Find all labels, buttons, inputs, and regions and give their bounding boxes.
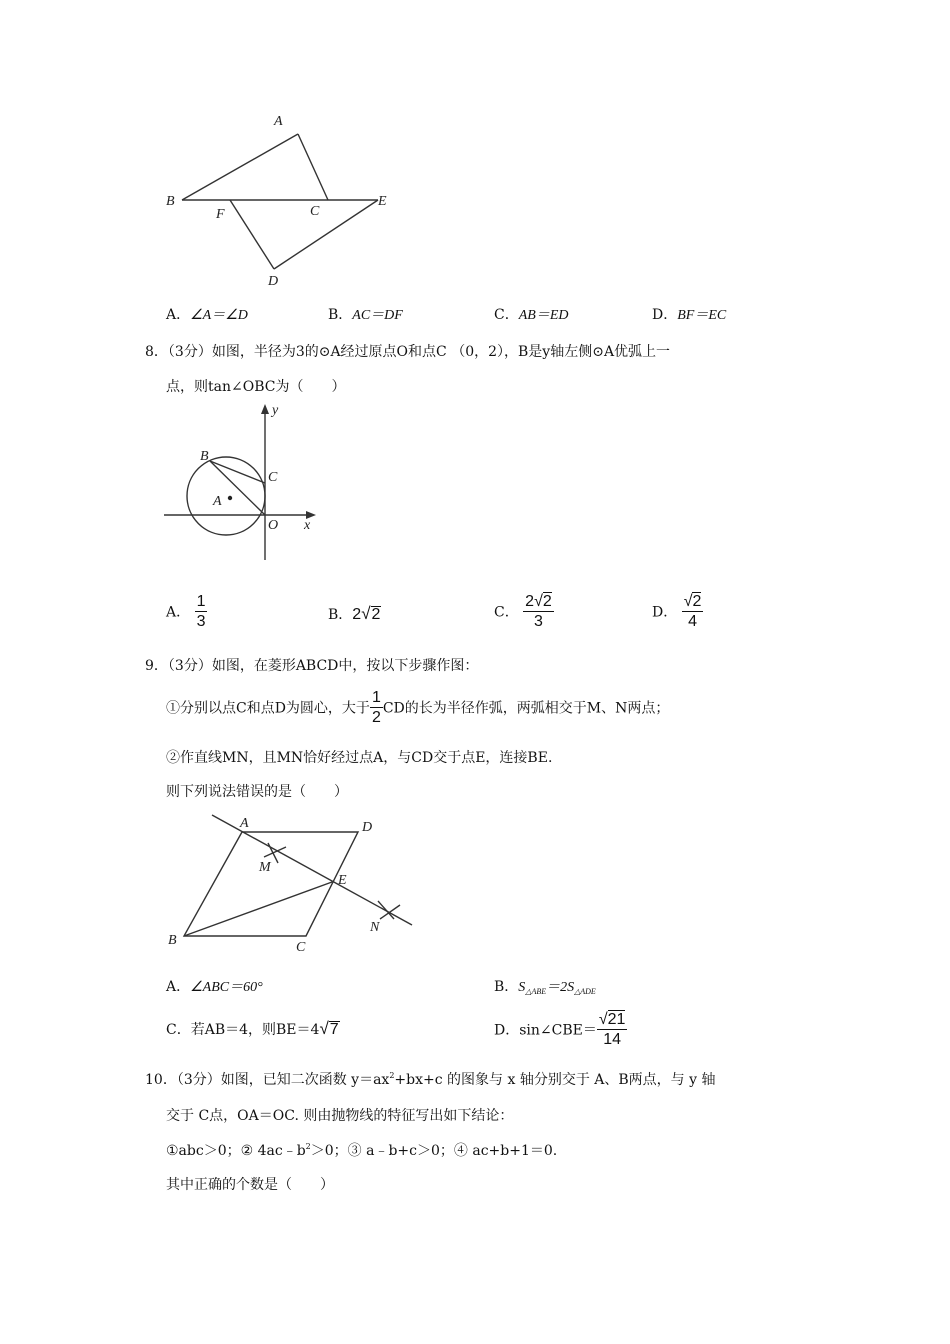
q7-option-a[interactable]	[166, 304, 248, 324]
q8-figure	[160, 398, 330, 566]
q7-label-D: D	[268, 274, 279, 289]
q8-stem-line1: 8．（3分）如图，半径为3的⊙A经过原点O和点C （0，2），B是y轴左侧⊙A优弧上一	[145, 344, 671, 360]
q9-label-N: N	[370, 920, 380, 935]
q9-label-M: M	[259, 860, 271, 875]
q9-stem-line1: 9．（3分）如图，在菱形ABCD中，按以下步骤作图：	[145, 658, 479, 674]
q9-option-a[interactable]	[166, 976, 263, 996]
q9-option-c-text: 若AB＝4，则BE＝4	[190, 1022, 320, 1038]
q7-option-c-text: AB＝ED	[518, 308, 569, 323]
q9-option-d-text: sin∠CBE＝	[519, 1022, 597, 1039]
q8-stem-line2: 点，则tan∠OBC为（ ）	[166, 379, 346, 395]
q10-stem-line2: 交于 C点，OA＝OC. 则由抛物线的特征写出如下结论：	[166, 1108, 514, 1124]
q9-ask: 则下列说法错误的是（ ）	[166, 784, 348, 800]
q7-label-A: A	[274, 114, 283, 129]
q9-option-d-fraction: $\frac{√21}{14}$	[598, 1011, 626, 1048]
q8-label-x: x	[304, 518, 311, 533]
q7-option-b[interactable]	[328, 304, 403, 324]
q7-option-d[interactable]	[652, 304, 726, 324]
q10-ask: 其中正确的个数是（ ）	[166, 1177, 334, 1193]
q7-label-F: F	[216, 207, 225, 222]
q7-option-b-text: AC＝DF	[352, 308, 403, 323]
q8-center-dot	[228, 496, 232, 500]
q8-label-y: y	[272, 403, 279, 418]
q8-label-O: O	[268, 518, 279, 533]
q9-label-D: D	[362, 820, 373, 835]
q7-label-E: E	[378, 194, 387, 209]
q8-option-c-fraction: $\frac{2√2}{3}$	[525, 593, 552, 630]
q8-label-A: A	[213, 494, 222, 509]
q7-option-a-text: ∠A＝∠D	[190, 308, 248, 323]
q9-option-a-letter: A．	[166, 979, 191, 995]
q7-option-c-letter: C．	[494, 307, 519, 323]
q7-line-BA	[182, 134, 298, 200]
q9-label-B: B	[168, 933, 177, 948]
q7-option-d-letter: D．	[652, 307, 678, 323]
q8-option-a-letter: A．	[166, 604, 191, 621]
q9-figure	[160, 805, 420, 955]
q10-stem-line1: 10．（3分）如图，已知二次函数 $y=ax^2+bx+c$ 的图象与 x 轴分别交于 A、B两点，与 y 轴	[145, 1071, 716, 1088]
q7-line-FD	[230, 200, 274, 269]
q8-option-d[interactable]	[652, 592, 703, 631]
q7-line-AC	[298, 134, 328, 200]
q7-line-DE	[274, 200, 378, 269]
q8-option-b-value: 2√2	[352, 604, 381, 623]
q8-label-B: B	[200, 449, 209, 464]
q7-option-c[interactable]	[494, 304, 568, 324]
q8-option-a[interactable]	[166, 592, 207, 631]
q8-option-c[interactable]	[494, 592, 554, 631]
q9-option-c[interactable]: C．若AB＝4，则BE＝4√7	[166, 1019, 339, 1038]
q8-option-d-fraction: $\frac{√2}{4}$	[683, 593, 702, 630]
q9-option-b[interactable]: B．$S_{\triangle ABE}=2S_{\triangle ADE}$	[494, 979, 596, 996]
q9-step2: ②作直线MN，且MN恰好经过点A，与CD交于点E，连接BE.	[166, 750, 553, 766]
q7-label-B: B	[166, 194, 175, 209]
q9-option-d-letter: D．	[494, 1022, 520, 1039]
q9-step1	[166, 688, 669, 727]
q9-step1-b: CD的长为半径作弧，两弧相交于M、N两点；	[382, 700, 670, 717]
q8-circle-A	[187, 457, 265, 535]
q8-y-arrow	[261, 404, 269, 414]
q8-option-c-letter: C．	[494, 604, 519, 621]
q8-option-b[interactable]	[328, 604, 381, 624]
q8-option-a-fraction: $\frac{1}{3}$	[196, 593, 206, 630]
q8-label-C: C	[268, 470, 278, 485]
q9-label-C: C	[296, 940, 306, 955]
q9-arc-N1	[378, 901, 394, 919]
q10-conclusions: ①abc＞0；② $4ac﹣b^2>0$；③ a﹣b+c＞0；④ ac+b+1＝0.	[166, 1142, 558, 1159]
q9-label-E: E	[338, 873, 347, 888]
q7-option-d-text: BF＝EC	[677, 308, 727, 323]
q9-step1-fraction: $\frac{1}{2}$	[371, 689, 381, 726]
q9-option-b-letter: B．	[494, 979, 519, 995]
q8-option-b-letter: B．	[328, 607, 353, 623]
q7-option-b-letter: B．	[328, 307, 353, 323]
q9-step1-a: ①分别以点C和点D为圆心，大于	[166, 700, 370, 717]
q8-option-d-letter: D．	[652, 604, 678, 621]
q7-option-a-letter: A．	[166, 307, 191, 323]
q9-option-d[interactable]	[494, 1010, 627, 1049]
q9-label-A: A	[240, 816, 249, 831]
q9-option-c-letter: C．	[166, 1022, 191, 1038]
q7-figure	[160, 105, 400, 290]
q9-option-a-text: ∠ABC＝60°	[190, 980, 263, 995]
q7-label-C: C	[310, 204, 320, 219]
